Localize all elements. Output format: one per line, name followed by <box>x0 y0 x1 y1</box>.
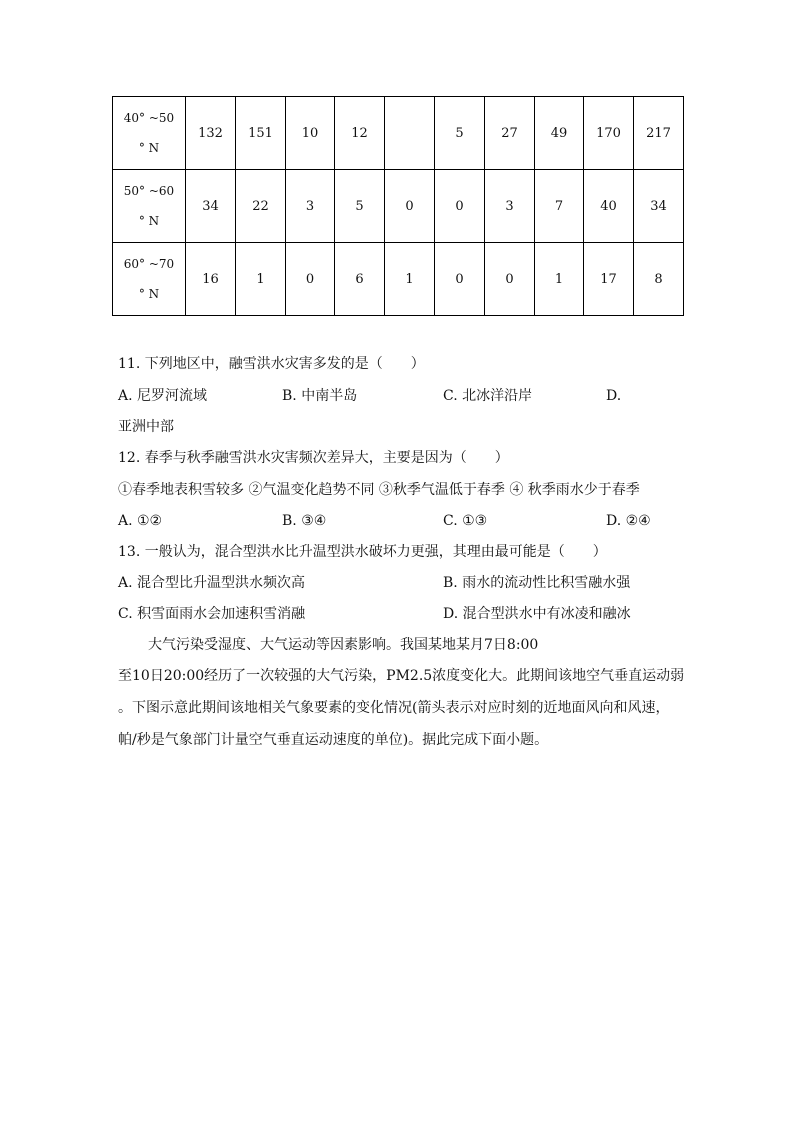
passage-line-1: 大气污染受湿度、大气运动等因素影响。我国某地某月7日8:00 <box>148 637 539 653</box>
latitude-hemisphere: ° N <box>138 141 160 155</box>
snowmelt-flood-table <box>112 96 684 316</box>
table-row <box>113 170 684 243</box>
table-cell: 0 <box>435 243 485 316</box>
q11-option-d-continued: 亚洲中部 <box>118 419 174 435</box>
table-cell: 5 <box>335 170 385 243</box>
latitude-cell <box>113 97 186 170</box>
table-cell: 16 <box>186 243 236 316</box>
table-cell: 49 <box>535 97 584 170</box>
q13-option-d: D. 混合型洪水中有冰凌和融冰 <box>443 606 631 622</box>
table-cell: 3 <box>485 170 535 243</box>
table-cell: 0 <box>485 243 535 316</box>
table-cell: 151 <box>236 97 286 170</box>
q12-option-b: B. ③④ <box>282 513 327 529</box>
table-cell: 132 <box>186 97 236 170</box>
q12-stem: 12. 春季与秋季融雪洪水灾害频次差异大，主要是因为（ ） <box>118 450 509 466</box>
latitude-cell <box>113 243 186 316</box>
latitude-range: 60° ~70 <box>123 257 175 271</box>
table-cell: 12 <box>335 97 385 170</box>
table-cell: 5 <box>435 97 485 170</box>
q12-option-a: A. ①② <box>118 513 163 529</box>
table-cell: 27 <box>485 97 535 170</box>
table-row <box>113 97 684 170</box>
table-cell: 0 <box>435 170 485 243</box>
table-cell: 34 <box>186 170 236 243</box>
passage-line-3: 。下图示意此期间该地相关气象要素的变化情况(箭头表示对应时刻的近地面风向和风速， <box>118 700 670 716</box>
table-cell: 8 <box>634 243 684 316</box>
table-cell: 6 <box>335 243 385 316</box>
table-row <box>113 243 684 316</box>
q13-stem: 13. 一般认为，混合型洪水比升温型洪水破坏力更强，其理由最可能是（ ） <box>118 544 607 560</box>
q11-option-c: C. 北冰洋沿岸 <box>443 388 533 404</box>
q11-option-b: B. 中南半岛 <box>282 388 358 404</box>
q12-option-c: C. ①③ <box>443 513 488 529</box>
table-cell: 1 <box>535 243 584 316</box>
latitude-range: 40° ~50 <box>123 111 175 125</box>
q13-option-b: B. 雨水的流动性比积雪融水强 <box>443 575 631 591</box>
passage-line-2: 至10日20:00经历了一次较强的大气污染，PM2.5浓度变化大。此期间该地空气垂直运动弱 <box>118 668 685 684</box>
q11-option-a: A. 尼罗河流域 <box>118 388 208 404</box>
table-cell: 40 <box>584 170 634 243</box>
q12-choices: ①春季地表积雪较多 ②气温变化趋势不同 ③秋季气温低于春季 ④ 秋季雨水少于春季 <box>118 482 640 498</box>
table-cell: 1 <box>236 243 286 316</box>
q13-option-a: A. 混合型比升温型洪水频次高 <box>118 575 306 591</box>
q13-option-c: C. 积雪面雨水会加速积雪消融 <box>118 606 306 622</box>
latitude-cell <box>113 170 186 243</box>
latitude-range: 50° ~60 <box>123 184 175 198</box>
latitude-hemisphere: ° N <box>138 287 160 301</box>
table-cell: 22 <box>236 170 286 243</box>
table-cell: 7 <box>535 170 584 243</box>
table-cell <box>385 97 435 170</box>
latitude-hemisphere: ° N <box>138 214 160 228</box>
q11-option-d: D. <box>606 388 622 404</box>
table-cell: 217 <box>634 97 684 170</box>
q11-stem: 11. 下列地区中，融雪洪水灾害多发的是（ ） <box>118 356 425 372</box>
table-cell: 17 <box>584 243 634 316</box>
table-cell: 170 <box>584 97 634 170</box>
table-cell: 0 <box>286 243 335 316</box>
table-cell: 3 <box>286 170 335 243</box>
table-cell: 1 <box>385 243 435 316</box>
table-cell: 34 <box>634 170 684 243</box>
q12-option-d: D. ②④ <box>606 513 651 529</box>
table-cell: 10 <box>286 97 335 170</box>
table-cell: 0 <box>385 170 435 243</box>
passage-line-4: 帕/秒是气象部门计量空气垂直运动速度的单位)。据此完成下面小题。 <box>118 732 549 748</box>
